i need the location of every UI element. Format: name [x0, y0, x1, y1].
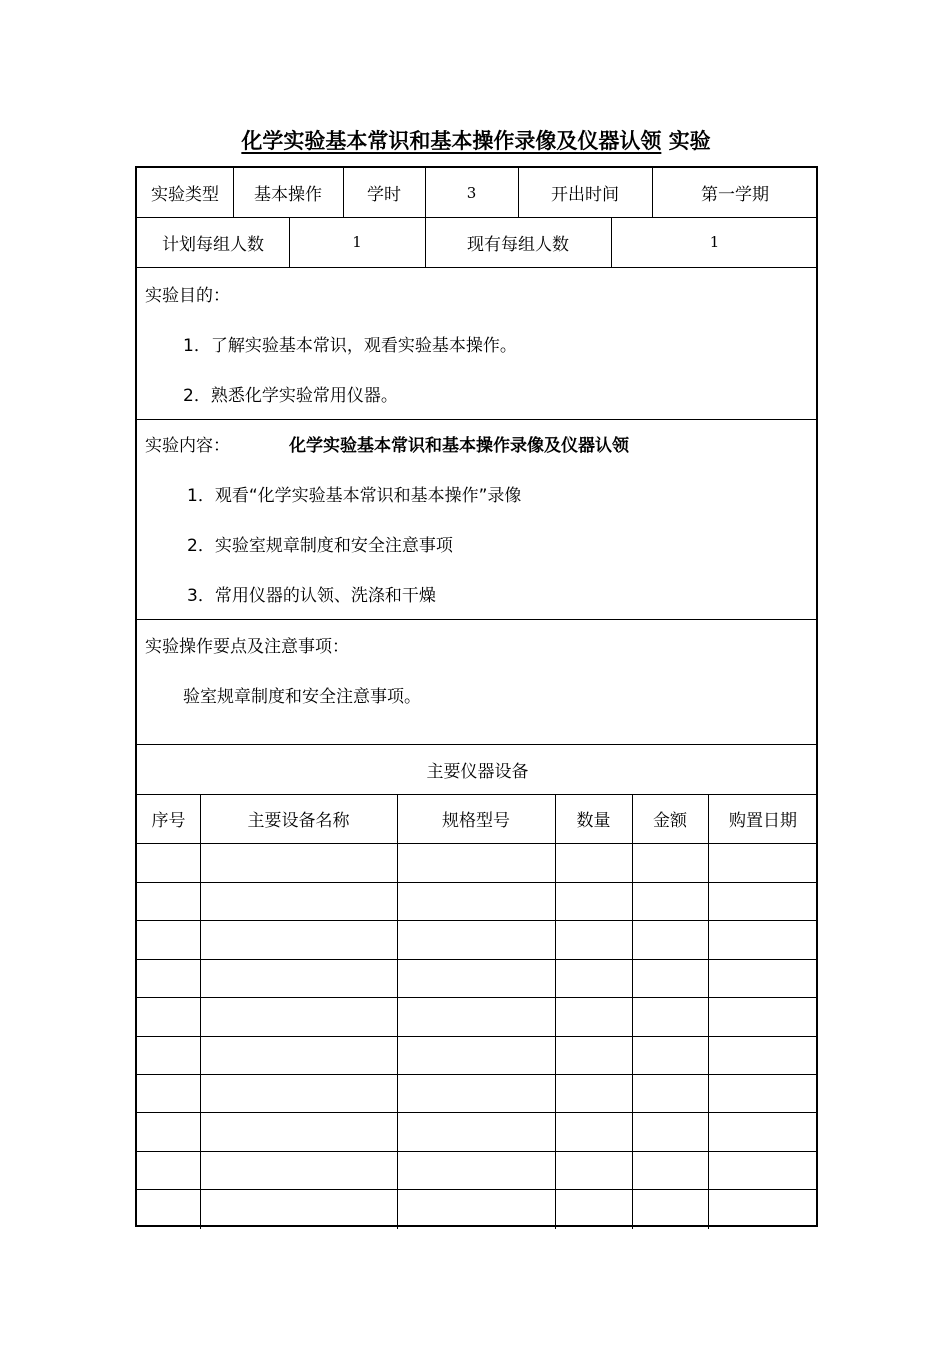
- row-divider: [137, 843, 816, 844]
- col-header-date: 购置日期: [729, 811, 797, 831]
- row-divider: [137, 920, 816, 921]
- hours-label: 学时: [367, 185, 401, 205]
- row-divider: [137, 1074, 816, 1075]
- purpose-item: 1．了解实验基本常识，观看实验基本操作。: [183, 336, 517, 356]
- row-divider: [137, 882, 816, 883]
- type-label: 实验类型: [151, 185, 219, 205]
- row-divider: [137, 619, 816, 620]
- hours-value: 3: [466, 183, 477, 202]
- row-divider: [137, 1036, 816, 1037]
- col-header-name: 主要设备名称: [247, 811, 350, 831]
- col-header-quantity: 数量: [576, 811, 611, 831]
- col-header-spec: 规格型号: [442, 811, 510, 831]
- col-divider: [708, 794, 709, 1229]
- notes-text: 验室规章制度和安全注意事项。: [183, 687, 421, 707]
- content-item: 3．常用仪器的认领、洗涤和干燥: [187, 586, 436, 606]
- col-divider: [632, 794, 633, 1229]
- experiment-form: [135, 166, 818, 1227]
- current-label: 现有每组人数: [467, 234, 569, 255]
- equipment-heading: 主要仪器设备: [426, 761, 529, 782]
- row-divider: [137, 1189, 816, 1190]
- type-value: 基本操作: [254, 185, 322, 205]
- content-item: 1．观看“化学实验基本常识和基本操作”录像: [187, 486, 522, 506]
- planned-label: 计划每组人数: [162, 234, 264, 255]
- row-divider: [137, 1112, 816, 1113]
- time-value: 第一学期: [701, 185, 769, 205]
- row-divider: [137, 959, 816, 960]
- content-item: 2．实验室规章制度和安全注意事项: [187, 536, 453, 556]
- current-value: 1: [709, 233, 720, 251]
- planned-value: 1: [352, 233, 362, 251]
- notes-label: 实验操作要点及注意事项：: [145, 637, 349, 657]
- row-divider: [137, 997, 816, 998]
- title-main: 化学实验基本常识和基本操作录像及仪器认领: [241, 129, 662, 153]
- col-divider: [200, 794, 201, 1229]
- row-divider: [137, 267, 816, 268]
- col-divider: [555, 794, 556, 1229]
- row-divider: [137, 1151, 816, 1152]
- row-divider: [137, 419, 816, 420]
- content-title: 化学实验基本常识和基本操作录像及仪器认领: [289, 436, 629, 456]
- col-header-index: 序号: [151, 811, 186, 831]
- col-divider: [397, 794, 398, 1229]
- purpose-item: 2．熟悉化学实验常用仪器。: [183, 386, 398, 406]
- page-title: [0, 126, 952, 156]
- col-header-amount: 金额: [653, 811, 687, 831]
- time-label: 开出时间: [551, 185, 619, 205]
- title-suffix: 实验: [668, 129, 711, 153]
- content-label: 实验内容：: [145, 436, 230, 456]
- purpose-label: 实验目的：: [145, 286, 230, 306]
